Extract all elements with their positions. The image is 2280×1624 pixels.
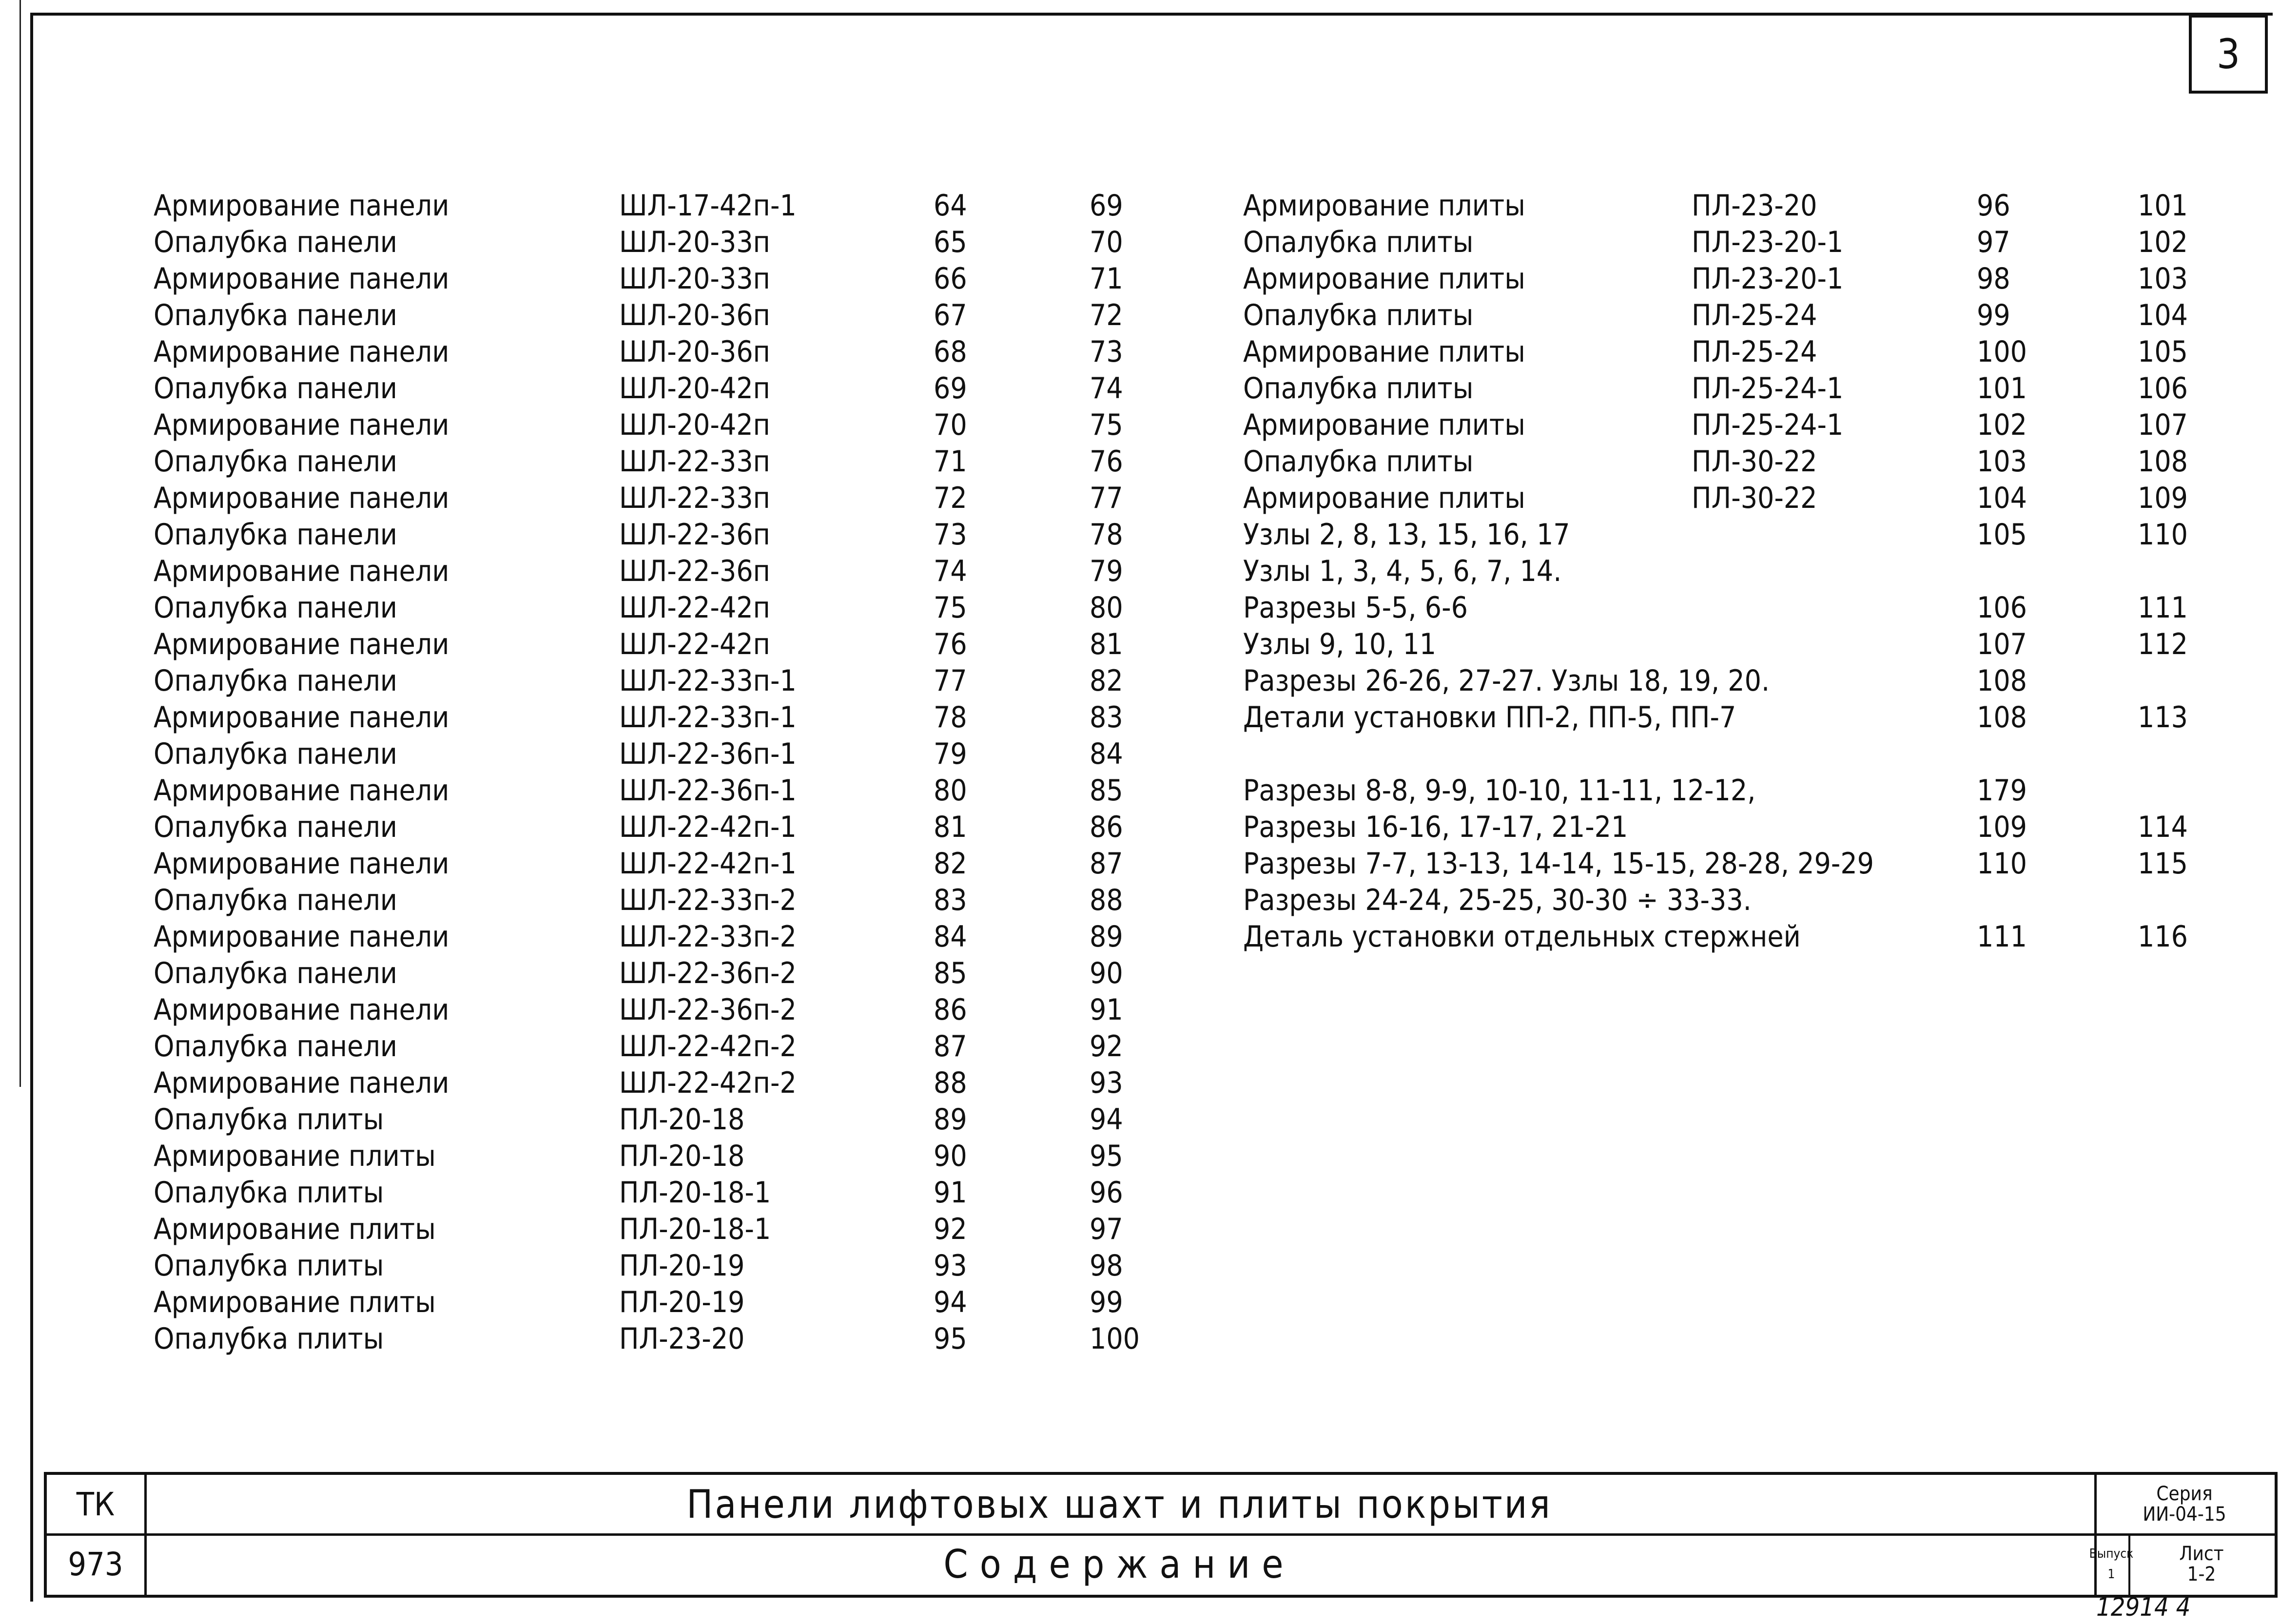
contents-title: Опалубка панели [154,737,397,771]
contents-mark: ПЛ-20-18-1 [619,1176,771,1210]
contents-title: Опалубка плиты [154,1322,384,1356]
contents-page: 71 [1090,262,1123,296]
contents-title: Узлы 9, 10, 11 [1243,627,1437,661]
contents-sheet: 64 [934,189,967,223]
contents-page: 79 [1090,554,1123,588]
contents-mark: ПЛ-20-18 [619,1139,745,1173]
contents-mark: ПЛ-25-24-1 [1692,371,1844,406]
contents-mark: ПЛ-25-24 [1692,298,1817,332]
contents-mark: ШЛ-22-42п-1 [619,810,797,844]
document-subtitle: Содержание [943,1541,1295,1587]
series-cell [2094,1475,2275,1533]
contents-sheet: 102 [1977,408,2027,442]
contents-page: 96 [1090,1176,1123,1210]
contents-title: Опалубка панели [154,883,397,917]
contents-mark: ПЛ-25-24 [1692,335,1817,369]
contents-page: 95 [1090,1139,1123,1173]
contents-page: 107 [2138,408,2188,442]
contents-mark: ШЛ-22-33п [619,445,770,479]
contents-sheet: 108 [1977,664,2027,698]
sheet-label: Лист [2179,1543,2224,1565]
contents-title: Армирование панели [154,481,449,515]
contents-mark: ШЛ-22-36п [619,554,770,588]
contents-title: Армирование панели [154,920,449,954]
contents-sheet: 110 [1977,847,2027,881]
contents-mark: ПЛ-25-24-1 [1692,408,1844,442]
contents-sheet: 90 [934,1139,967,1173]
contents-sheet: 109 [1977,810,2027,844]
contents-title: Армирование плиты [1243,335,1525,369]
contents-sheet: 93 [934,1249,967,1283]
contents-page: 105 [2138,335,2188,369]
contents-title: Деталь установки отдельных стержней [1243,920,1801,954]
contents-sheet: 78 [934,700,967,735]
contents-page: 111 [2138,591,2188,625]
contents-sheet: 82 [934,847,967,881]
contents-page: 88 [1090,883,1123,917]
contents-mark: ПЛ-20-18 [619,1102,745,1137]
contents-mark: ШЛ-22-33п [619,481,770,515]
contents-title: Опалубка панели [154,518,397,552]
contents-title: Армирование панели [154,1066,449,1100]
contents-page: 92 [1090,1029,1123,1063]
contents-title: Армирование панели [154,189,449,223]
contents-title: Опалубка панели [154,591,397,625]
contents-mark: ПЛ-30-22 [1692,481,1817,515]
contents-title: Армирование панели [154,993,449,1027]
contents-title: Опалубка плиты [154,1176,384,1210]
contents-title: Детали установки ПП-2, ПП-5, ПП-7 [1243,700,1736,735]
contents-sheet: 98 [1977,262,2010,296]
contents-mark: ПЛ-23-20-1 [1692,262,1844,296]
contents-sheet: 77 [934,664,967,698]
contents-sheet: 95 [934,1322,967,1356]
contents-page: 91 [1090,993,1123,1027]
contents-sheet: 79 [934,737,967,771]
contents-title: Армирование плиты [1243,481,1525,515]
contents-title: Армирование панели [154,847,449,881]
contents-title: Армирование плиты [1243,189,1525,223]
contents-page: 109 [2138,481,2188,515]
contents-mark: ШЛ-20-36п [619,298,770,332]
contents-title: Узлы 2, 8, 13, 15, 16, 17 [1243,518,1570,552]
issue-value: 1 [2107,1567,2115,1582]
contents-page: 104 [2138,298,2188,332]
contents-mark: ПЛ-23-20 [1692,189,1817,223]
contents-mark: ПЛ-30-22 [1692,445,1817,479]
contents-title: Опалубка плиты [1243,445,1474,479]
contents-sheet: 97 [1977,225,2010,259]
contents-page: 82 [1090,664,1123,698]
contents-sheet: 84 [934,920,967,954]
contents-mark: ШЛ-22-42п-2 [619,1066,797,1100]
contents-sheet: 86 [934,993,967,1027]
sheet-value: 1-2 [2187,1563,2216,1585]
contents-title: Опалубка плиты [1243,225,1474,259]
series-value: ИИ-04-15 [2143,1503,2226,1526]
document-title: Панели лифтовых шахт и плиты покрытия [686,1481,1552,1527]
contents-title: Армирование панели [154,773,449,808]
sheet-number: 3 [2189,15,2268,94]
contents-page: 98 [1090,1249,1123,1283]
contents-sheet: 89 [934,1102,967,1137]
contents-page: 83 [1090,700,1123,735]
contents-title: Опалубка панели [154,298,397,332]
contents-sheet: 70 [934,408,967,442]
contents-sheet: 87 [934,1029,967,1063]
contents-sheet: 94 [934,1285,967,1319]
contents-page: 100 [1090,1322,1140,1356]
contents-mark: ПЛ-20-19 [619,1285,745,1319]
contents-title: Армирование панели [154,627,449,661]
contents-page: 69 [1090,189,1123,223]
contents-sheet: 72 [934,481,967,515]
contents-mark: ШЛ-22-33п-1 [619,700,797,735]
contents-page: 81 [1090,627,1123,661]
document-code-top: ТК [76,1485,115,1523]
contents-title: Опалубка плиты [154,1102,384,1137]
contents-sheet: 73 [934,518,967,552]
contents-sheet: 103 [1977,445,2027,479]
contents-mark: ШЛ-22-33п-2 [619,883,797,917]
contents-page: 70 [1090,225,1123,259]
contents-mark: ШЛ-20-33п [619,225,770,259]
contents-title: Армирование панели [154,408,449,442]
contents-sheet: 69 [934,371,967,406]
contents-sheet: 71 [934,445,967,479]
contents-page: 113 [2138,700,2188,735]
document-code-bottom: 973 [68,1545,123,1583]
contents-mark: ШЛ-22-42п [619,591,770,625]
contents-page: 80 [1090,591,1123,625]
contents-mark: ШЛ-22-36п-2 [619,993,797,1027]
contents-mark: ШЛ-22-36п-2 [619,956,797,990]
contents-sheet: 83 [934,883,967,917]
contents-mark: ШЛ-22-36п [619,518,770,552]
contents-page: 75 [1090,408,1123,442]
series-label: Серия [2156,1483,2213,1505]
contents-sheet: 104 [1977,481,2027,515]
contents-title: Разрезы 7-7, 13-13, 14-14, 15-15, 28-28, 29-29 [1243,847,1874,881]
contents-page: 77 [1090,481,1123,515]
contents-title: Разрезы 26-26, 27-27. Узлы 18, 19, 20. [1243,664,1770,698]
contents-mark: ПЛ-23-20 [619,1322,745,1356]
contents-page: 84 [1090,737,1123,771]
sheet-cell [2128,1533,2275,1595]
contents-mark: ШЛ-17-42п-1 [619,189,797,223]
contents-mark: ШЛ-20-36п [619,335,770,369]
contents-page: 97 [1090,1212,1123,1246]
contents-title: Опалубка панели [154,445,397,479]
contents-sheet: 96 [1977,189,2010,223]
contents-title: Разрезы 8-8, 9-9, 10-10, 11-11, 12-12, [1243,773,1756,808]
contents-sheet: 74 [934,554,967,588]
contents-mark: ШЛ-22-42п [619,627,770,661]
issue-label: Выпуск [2089,1547,2134,1561]
contents-page: 102 [2138,225,2188,259]
contents-sheet: 80 [934,773,967,808]
contents-mark: ПЛ-20-18-1 [619,1212,771,1246]
issue-cell [2089,1533,2134,1595]
contents-mark: ШЛ-22-33п-2 [619,920,797,954]
contents-page: 72 [1090,298,1123,332]
contents-sheet: 99 [1977,298,2010,332]
contents-page: 108 [2138,445,2188,479]
contents-title: Опалубка панели [154,1029,397,1063]
contents-sheet: 66 [934,262,967,296]
contents-page: 110 [2138,518,2188,552]
contents-page: 73 [1090,335,1123,369]
frame-left-border [30,13,33,1602]
contents-sheet: 91 [934,1176,967,1210]
contents-page: 101 [2138,189,2188,223]
contents-title: Разрезы 5-5, 6-6 [1243,591,1468,625]
contents-page: 106 [2138,371,2188,406]
contents-title: Разрезы 24-24, 25-25, 30-30 ÷ 33-33. [1243,883,1752,917]
contents-title: Армирование плиты [1243,408,1525,442]
contents-sheet: 101 [1977,371,2027,406]
contents-page: 86 [1090,810,1123,844]
contents-page: 85 [1090,773,1123,808]
contents-mark: ШЛ-22-36п-1 [619,737,797,771]
contents-mark: ШЛ-20-42п [619,371,770,406]
contents-sheet: 76 [934,627,967,661]
contents-title: Армирование плиты [154,1285,436,1319]
contents-sheet: 100 [1977,335,2027,369]
contents-page: 90 [1090,956,1123,990]
contents-title: Разрезы 16-16, 17-17, 21-21 [1243,810,1628,844]
contents-page: 89 [1090,920,1123,954]
contents-page: 115 [2138,847,2188,881]
contents-title: Армирование панели [154,554,449,588]
contents-page: 93 [1090,1066,1123,1100]
contents-mark: ШЛ-22-33п-1 [619,664,797,698]
contents-sheet: 111 [1977,920,2027,954]
title-block [44,1472,2278,1598]
contents-sheet: 88 [934,1066,967,1100]
contents-mark: ШЛ-20-42п [619,408,770,442]
binding-edge-line [19,0,21,1087]
contents-title: Армирование панели [154,700,449,735]
contents-page: 94 [1090,1102,1123,1137]
contents-title: Армирование панели [154,335,449,369]
contents-sheet: 81 [934,810,967,844]
contents-mark: ШЛ-22-36п-1 [619,773,797,808]
contents-title: Опалубка панели [154,956,397,990]
contents-sheet: 68 [934,335,967,369]
contents-title: Армирование панели [154,262,449,296]
contents-title: Узлы 1, 3, 4, 5, 6, 7, 14. [1243,554,1562,588]
contents-title: Армирование плиты [154,1139,436,1173]
contents-sheet: 67 [934,298,967,332]
contents-title: Опалубка плиты [154,1249,384,1283]
contents-page: 78 [1090,518,1123,552]
contents-page: 103 [2138,262,2188,296]
contents-page: 87 [1090,847,1123,881]
contents-mark: ШЛ-20-33п [619,262,770,296]
handwritten-note: 12914 4 [2096,1593,2191,1622]
contents-sheet: 108 [1977,700,2027,735]
frame-top-border [30,13,2273,16]
contents-sheet: 179 [1977,773,2027,808]
contents-title: Опалубка панели [154,225,397,259]
contents-title: Армирование плиты [154,1212,436,1246]
contents-page: 99 [1090,1285,1123,1319]
contents-title: Опалубка панели [154,810,397,844]
contents-mark: ПЛ-20-19 [619,1249,745,1283]
contents-mark: ШЛ-22-42п-2 [619,1029,797,1063]
contents-mark: ШЛ-22-42п-1 [619,847,797,881]
contents-sheet: 107 [1977,627,2027,661]
contents-sheet: 92 [934,1212,967,1246]
contents-title: Опалубка панели [154,371,397,406]
contents-mark: ПЛ-23-20-1 [1692,225,1844,259]
contents-sheet: 105 [1977,518,2027,552]
contents-sheet: 85 [934,956,967,990]
contents-page: 74 [1090,371,1123,406]
contents-page: 116 [2138,920,2188,954]
contents-title: Опалубка панели [154,664,397,698]
contents-sheet: 65 [934,225,967,259]
contents-title: Опалубка плиты [1243,371,1474,406]
contents-page: 114 [2138,810,2188,844]
contents-title: Опалубка плиты [1243,298,1474,332]
contents-sheet: 75 [934,591,967,625]
contents-title: Армирование плиты [1243,262,1525,296]
contents-sheet: 106 [1977,591,2027,625]
contents-page: 76 [1090,445,1123,479]
contents-page: 112 [2138,627,2188,661]
